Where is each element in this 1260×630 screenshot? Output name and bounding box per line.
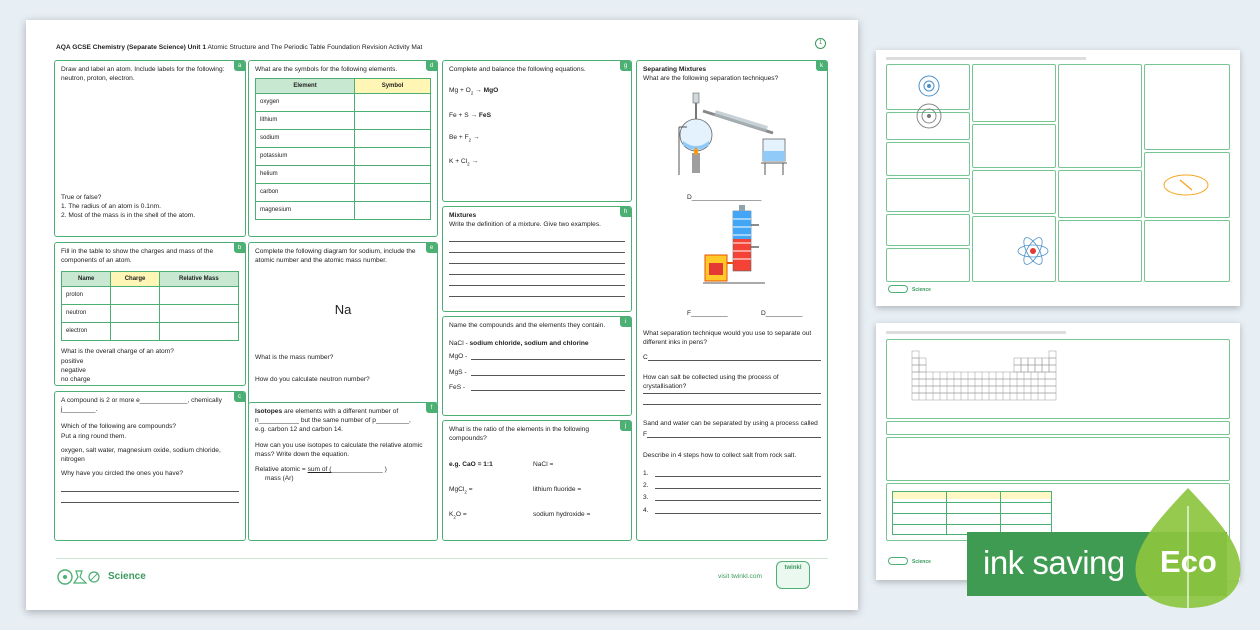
box-g-equations bbox=[442, 60, 632, 202]
table-row: electron bbox=[62, 323, 111, 341]
isotopes-line-2: n___________ but the same number of p_________, bbox=[255, 417, 411, 425]
table-row: lithium bbox=[256, 112, 355, 130]
box-tag: j bbox=[620, 421, 631, 431]
box-tag: k bbox=[816, 61, 827, 71]
step-2: 2. bbox=[643, 481, 821, 490]
why-question: Why have you circled the ones you have? bbox=[61, 470, 184, 478]
table-row: proton bbox=[62, 287, 111, 305]
compound-row-fes: FeS - bbox=[449, 383, 625, 392]
ratio-k2o: $K_2O$ = bbox=[449, 511, 467, 520]
box-d-symbols bbox=[248, 60, 438, 237]
neutron-question: How do you calculate neutron number? bbox=[255, 376, 370, 383]
ratio-sodium-hydroxide: sodium hydroxide = bbox=[533, 511, 591, 518]
box-h-mixtures bbox=[442, 206, 632, 312]
isotopes-line-3: e.g. carbon 12 and carbon 14. bbox=[255, 426, 343, 434]
box-d-text: What are the symbols for the following elements. bbox=[255, 66, 398, 73]
box-tag: g bbox=[620, 61, 631, 71]
ratio-mgcl2: MgCl$_2$ = bbox=[449, 486, 473, 495]
eco-badge-label: Eco bbox=[1160, 544, 1217, 579]
box-j-text: What is the ratio of the elements in the following compounds? bbox=[449, 426, 590, 443]
equation-left: Relative atomic = bbox=[255, 466, 308, 474]
box-tag: c bbox=[234, 392, 245, 402]
equation-blank: ______________ ) bbox=[331, 466, 387, 474]
header-name: Name bbox=[62, 272, 111, 287]
periodic-table-grid-icon bbox=[910, 349, 1060, 409]
crystallisation-question: How can salt be collected using the process of crystallisation? bbox=[643, 374, 779, 391]
compound-line-2: j_________. bbox=[61, 406, 98, 414]
sodium-symbol: Na bbox=[334, 302, 352, 317]
equation-mass: mass (Ar) bbox=[265, 475, 294, 483]
isotopes-word: Isotopes bbox=[255, 408, 283, 415]
worksheet-footer bbox=[56, 558, 828, 592]
main-worksheet bbox=[26, 20, 858, 610]
box-i-text: Name the compounds and the elements they contain. bbox=[449, 322, 606, 329]
label-filtration: F__________ bbox=[687, 310, 728, 317]
compounds-list: oxygen, salt water, magnesium oxide, sodium chloride, nitrogen bbox=[61, 446, 221, 464]
compound-row-mgo: MgO - bbox=[449, 352, 625, 361]
inks-question: What separation technique would you use to separate out different inks in pens? bbox=[643, 330, 812, 347]
table-row: helium bbox=[256, 166, 355, 184]
option-no-charge: no charge bbox=[61, 376, 91, 384]
isotopes-line-1: are elements with a different number of bbox=[282, 408, 399, 415]
ratio-lithium-fluoride: lithium fluoride = bbox=[533, 486, 582, 493]
equation-2: Fe + S → FeS bbox=[449, 111, 491, 119]
thumb-title bbox=[886, 57, 1086, 60]
statement-2: 2. Most of the mass is in the shell of the atom. bbox=[61, 212, 196, 220]
box-tag: e bbox=[426, 243, 437, 253]
box-tag: i bbox=[620, 317, 631, 327]
separating-title: Separating Mixtures bbox=[643, 66, 707, 73]
fractionating-column-icon bbox=[699, 203, 769, 293]
option-positive: positive bbox=[61, 357, 84, 365]
compounds-instruction: Put a ring round them. bbox=[61, 432, 127, 440]
step-4: 4. bbox=[643, 506, 821, 515]
box-f-isotopes bbox=[248, 402, 438, 541]
overall-charge-question: What is the overall charge of an atom? bbox=[61, 348, 174, 356]
rock-salt-question: Describe in 4 steps how to collect salt from rock salt. bbox=[643, 452, 797, 459]
box-e-sodium bbox=[248, 242, 438, 406]
box-b-text: Fill in the table to show the charges and mass of the components of an atom. bbox=[61, 248, 214, 265]
ratio-nacl: NaCl = bbox=[533, 461, 554, 468]
title-rest: Atomic Structure and The Periodic Table Foundation Revision Activity Mat bbox=[207, 44, 423, 51]
ink-saving-label: ink saving bbox=[983, 544, 1125, 581]
step-1: 1. bbox=[643, 469, 821, 478]
box-tag: h bbox=[620, 207, 631, 217]
inks-answer: C bbox=[643, 353, 821, 362]
box-tag: d bbox=[426, 61, 437, 71]
equation-3: $Be + F_2$ → bbox=[449, 133, 480, 143]
isotopes-question: How can you use isotopes to calculate the relative atomic mass? Write down the equation. bbox=[255, 441, 423, 458]
mixtures-text: Write the definition of a mixture. Give two examples. bbox=[449, 221, 601, 229]
box-tag: b bbox=[234, 243, 245, 253]
box-i-names bbox=[442, 316, 632, 416]
science-logo-icon bbox=[56, 567, 104, 587]
label-fractional: D__________ bbox=[761, 310, 803, 317]
page-number: 1 bbox=[815, 38, 826, 49]
true-false-label: True or false? bbox=[61, 194, 102, 201]
table-row: sodium bbox=[256, 130, 355, 148]
distillation-apparatus-icon bbox=[675, 89, 795, 179]
equation-sum: sum of ( bbox=[307, 466, 332, 474]
title-bold: AQA GCSE Chemistry (Separate Science) Unit 1 bbox=[56, 44, 206, 51]
atom-diagram-icon bbox=[914, 74, 944, 134]
sand-water-question: Sand and water can be separated by using a process called bbox=[643, 420, 818, 427]
label-distillation: D___________________ bbox=[687, 194, 762, 201]
equation-4: $K + Cl_2$ → bbox=[449, 158, 479, 167]
worksheet-title bbox=[56, 44, 422, 51]
box-c-compounds bbox=[54, 391, 246, 541]
separating-text: What are the following separation techniques? bbox=[643, 75, 779, 83]
magnet-diagram-icon bbox=[1162, 172, 1210, 198]
box-k-separating bbox=[636, 60, 828, 541]
sand-water-answer: F bbox=[643, 430, 821, 439]
box-tag: a bbox=[234, 61, 245, 71]
example-compound: NaCl - sodium chloride, sodium and chlorine bbox=[449, 340, 589, 348]
mixtures-title: Mixtures bbox=[449, 212, 477, 219]
box-a-text: Draw and label an atom. Include labels for the following: neutron, proton, electron. bbox=[61, 66, 225, 83]
box-j-ratios bbox=[442, 420, 632, 541]
statement-1: 1. The radius of an atom is 0.1nm. bbox=[61, 203, 161, 211]
box-b-components bbox=[54, 242, 246, 386]
thumbnail-page-2[interactable] bbox=[876, 50, 1240, 306]
components-table bbox=[61, 271, 239, 341]
equation-1: $Mg + O_2$ → MgO bbox=[449, 87, 499, 96]
box-a-atom bbox=[54, 60, 246, 237]
symbols-table bbox=[255, 78, 431, 220]
option-negative: negative bbox=[61, 366, 86, 374]
ratio-example: e.g. CaO = 1:1 bbox=[449, 461, 493, 468]
atom-model-icon bbox=[1016, 234, 1050, 268]
table-row: potassium bbox=[256, 148, 355, 166]
box-tag: f bbox=[426, 403, 437, 413]
thumb-1-subject: Science bbox=[912, 287, 931, 293]
header-symbol: Symbol bbox=[355, 79, 431, 94]
box-e-text: Complete the following diagram for sodium, include the atomic number and the atomic mass number. bbox=[255, 248, 416, 265]
header-element: Element bbox=[256, 79, 355, 94]
compounds-question: Which of the following are compounds? bbox=[61, 423, 177, 431]
subject-label: Science bbox=[108, 571, 146, 582]
visit-twinkl-link[interactable]: visit twinkl.com bbox=[718, 573, 762, 580]
step-3: 3. bbox=[643, 493, 821, 502]
compound-row-mgs: MgS - bbox=[449, 368, 625, 377]
table-row: neutron bbox=[62, 305, 111, 323]
table-row: carbon bbox=[256, 184, 355, 202]
table-row: magnesium bbox=[256, 202, 355, 220]
table-row: oxygen bbox=[256, 94, 355, 112]
header-relative-mass: Relative Mass bbox=[159, 272, 238, 287]
compound-line-1: A compound is 2 or more e_____________, chemically bbox=[61, 397, 222, 404]
mass-number-question: What is the mass number? bbox=[255, 354, 334, 361]
box-g-text: Complete and balance the following equations. bbox=[449, 66, 586, 73]
thumb-2-subject: Science bbox=[912, 559, 931, 565]
twinkl-badge: twinkl bbox=[776, 561, 810, 589]
header-charge: Charge bbox=[111, 272, 159, 287]
